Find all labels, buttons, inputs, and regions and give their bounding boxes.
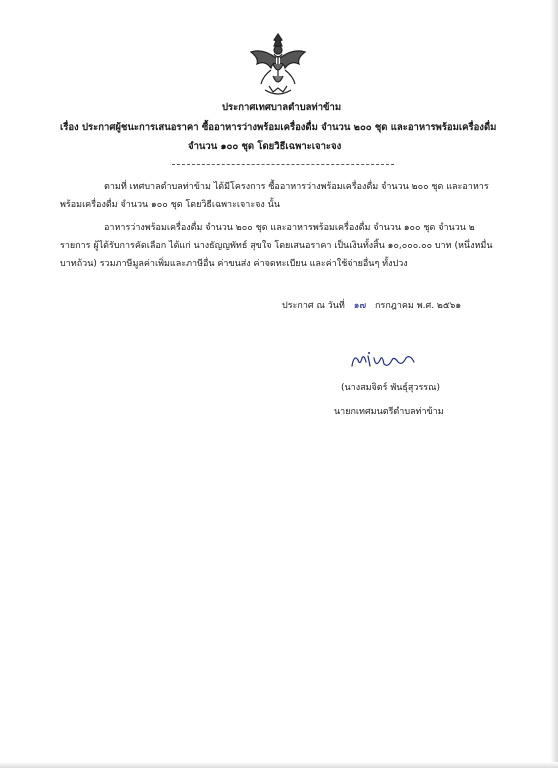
paragraph-2-line-3: บาทถ้วน) รวมภาษีมูลค่าเพิ่มและภาษีอื่น ค่าขนส่ง ค่าจดทะเบียน และค่าใช้จ่ายอื่นๆ ทั้งปวง [60, 259, 408, 269]
announce-month-year: กรกฎาคม พ.ศ. ๒๕๖๑ [375, 301, 462, 311]
announce-date [282, 300, 461, 312]
garuda-emblem-icon [243, 30, 313, 100]
paragraph-2-line-2: รายการ ผู้ได้รับการคัดเลือก ได้แก่ นางธัญญพัทธ์ สุขใจ โดยเสนอราคา เป็นเงินทั้งสิ้น ๑๐,๐๐๐.๐๐ บาท (หนึ่งหมื่น [60, 241, 493, 251]
scan-shadow-right [550, 0, 558, 768]
subject-line-1: เรื่อง ประกาศผู้ชนะการเสนอราคา ซื้ออาหารว่างพร้อมเครื่องดื่ม จำนวน ๒๐๐ ชุด และอาหารพร้อมเครื่องดื่ม [60, 122, 497, 133]
signatory-position: นายกเทศมนตรีตำบลท่าข้าม [334, 407, 444, 417]
org-announcement-title: ประกาศเทศบาลตำบลท่าข้าม [222, 102, 342, 113]
signatory-name: (นางสมจิตร์ พันธุ์สุวรรณ) [341, 383, 441, 393]
paragraph-2-line-1: อาหารว่างพร้อมเครื่องดื่ม จำนวน ๒๐๐ ชุด และอาหารพร้อมเครื่องดื่ม จำนวน ๑๐๐ ชุด จำนวน ๒ [104, 223, 475, 233]
scan-shadow-bottom [0, 762, 558, 768]
header-divider [172, 164, 394, 165]
announce-day: ๑๗ [353, 301, 367, 311]
handwritten-signature [348, 350, 418, 372]
announce-prefix: ประกาศ ณ วันที่ [282, 301, 345, 311]
paragraph-1-line-2: พร้อมเครื่องดื่ม จำนวน ๑๐๐ ชุด โดยวิธีเฉพาะเจาะจง นั้น [60, 200, 280, 210]
paragraph-1-line-1: ตามที่ เทศบาลตำบลท่าข้าม ได้มีโครงการ ซื้ออาหารว่างพร้อมเครื่องดื่ม จำนวน ๒๐๐ ชุด และอาหาร [104, 182, 489, 192]
subject-line-2: จำนวน ๑๐๐ ชุด โดยวิธีเฉพาะเจาะจง [188, 141, 342, 152]
